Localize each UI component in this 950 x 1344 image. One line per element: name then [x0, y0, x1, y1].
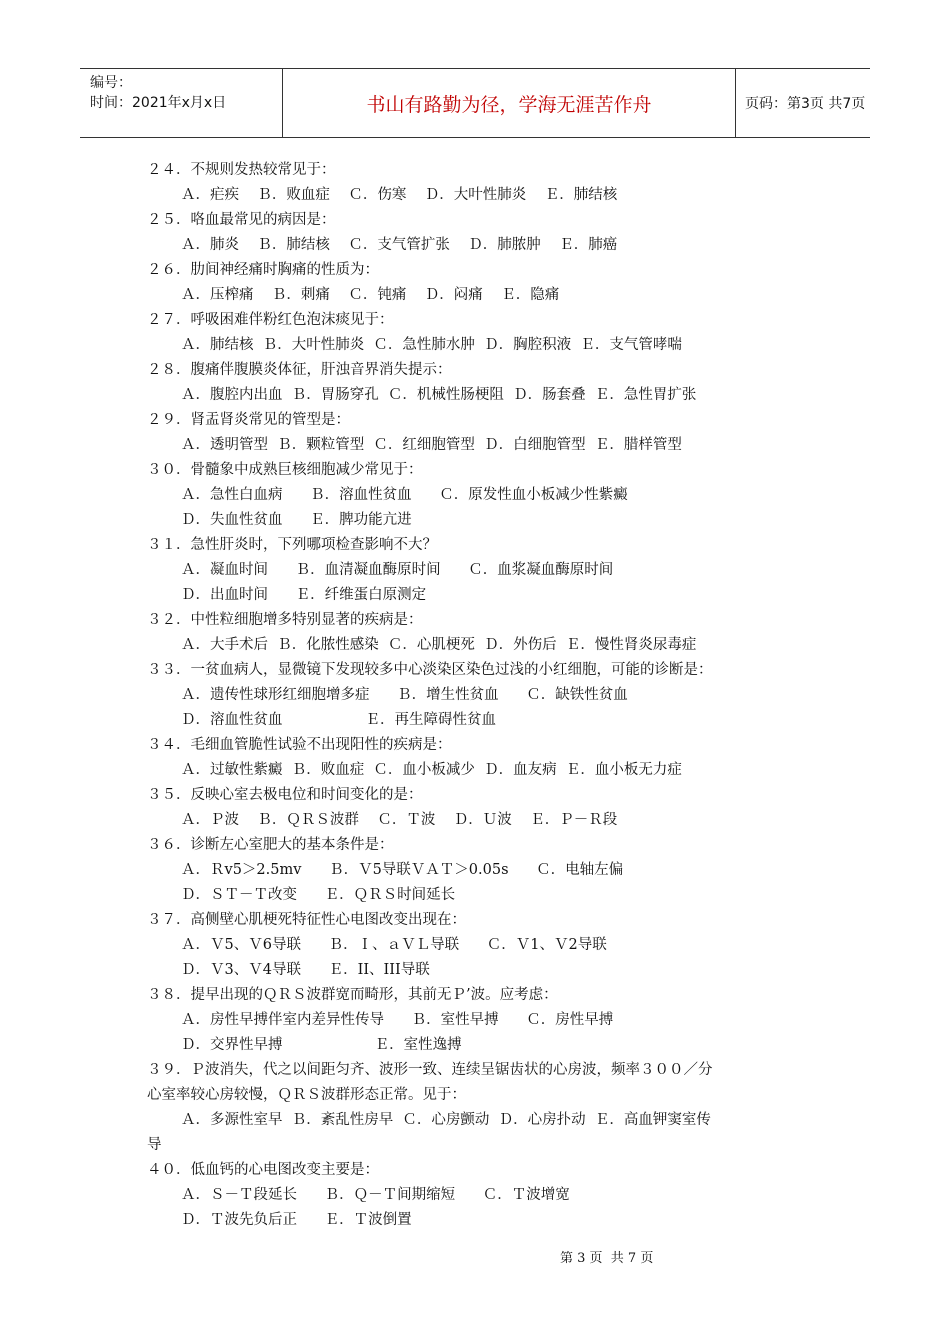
options-35: Ａ．Ｐ波 Ｂ．ＱＲＳ波群 Ｃ．Ｔ波 Ｄ．Ｕ波 Ｅ．Ｐ－Ｒ段 [181, 812, 618, 828]
header-motto: 书山有路勤为径，学海无涯苦作舟 [283, 69, 736, 137]
question-27: ２７．呼吸困难伴粉红色泡沫痰见于： [147, 312, 394, 328]
options-33-row1: Ａ．遗传性球形红细胞增多症 Ｂ．增生性贫血 Ｃ．缺铁性贫血 [181, 687, 628, 703]
question-36: ３６．诊断左心室肥大的基本条件是： [147, 837, 394, 853]
options-40-row2: Ｄ．Ｔ波先负后正 Ｅ．Ｔ波倒置 [181, 1212, 412, 1228]
header-page-label: 页码：第3页 共7页 [745, 96, 866, 112]
date-label: 时间：2021年x月x日 [90, 95, 227, 111]
options-39-wrap: 导 [147, 1137, 162, 1153]
question-39-line2: 心室率较心房较慢，ＱＲＳ波群形态正常。见于： [147, 1087, 466, 1103]
question-30: ３０．骨髓象中成熟巨核细胞减少常见于： [147, 462, 423, 478]
page-header [80, 68, 870, 138]
question-39-line1: ３９．Ｐ波消失，代之以间距匀齐、波形一致、连续呈锯齿状的心房波，频率３００／分 [147, 1062, 713, 1078]
question-40: ４０．低血钙的心电图改变主要是： [147, 1162, 379, 1178]
question-34: ３４．毛细血管脆性试验不出现阳性的疾病是： [147, 737, 452, 753]
options-25: Ａ．肺炎 Ｂ．肺结核 Ｃ．支气管扩张 Ｄ．肺脓肿 Ｅ．肺癌 [181, 237, 618, 253]
question-29: ２９．肾盂肾炎常见的管型是： [147, 412, 350, 428]
question-31: ３１．急性肝炎时，下列哪项检查影响不大？ [147, 537, 437, 553]
options-39: Ａ．多源性室早 Ｂ．紊乱性房早 Ｃ．心房颤动 Ｄ．心房扑动 Ｅ．高血钾窦室传 [181, 1112, 711, 1128]
page-footer: 第 3 页 共 7 页 [560, 1251, 654, 1266]
options-24: Ａ．疟疾 Ｂ．败血症 Ｃ．伤寒 Ｄ．大叶性肺炎 Ｅ．肺结核 [181, 187, 618, 203]
question-25: ２５．咯血最常见的病因是： [147, 212, 336, 228]
options-30-row2: Ｄ．失血性贫血 Ｅ．脾功能亢进 [181, 512, 412, 528]
options-30-row1: Ａ．急性白血病 Ｂ．溶血性贫血 Ｃ．原发性血小板减少性紫癜 [181, 487, 628, 503]
options-31-row1: Ａ．凝血时间 Ｂ．血清凝血酶原时间 Ｃ．血浆凝血酶原时间 [181, 562, 614, 578]
options-29: Ａ．透明管型 Ｂ．颗粒管型 Ｃ．红细胞管型 Ｄ．白细胞管型 Ｅ．腊样管型 [181, 437, 682, 453]
header-left-cell [80, 69, 283, 137]
options-34: Ａ．过敏性紫癜 Ｂ．败血症 Ｃ．血小板减少 Ｄ．血友病 Ｅ．血小板无力症 [181, 762, 682, 778]
question-24: ２４．不规则发热较常见于： [147, 162, 336, 178]
question-35: ３５．反映心室去极电位和时间变化的是： [147, 787, 423, 803]
question-33: ３３．一贫血病人，显微镜下发现较多中心淡染区染色过浅的小红细胞，可能的诊断是： [147, 662, 713, 678]
options-31-row2: Ｄ．出血时间 Ｅ．纤维蛋白原测定 [181, 587, 427, 603]
options-36-row1: Ａ．Ｒv5＞2.5mv Ｂ．Ｖ5导联ＶＡＴ＞0.05s Ｃ．电轴左偏 [181, 862, 624, 878]
question-32: ３２．中性粒细胞增多特别显著的疾病是： [147, 612, 423, 628]
options-38-row1: Ａ．房性早搏伴室内差异性传导 Ｂ．室性早搏 Ｃ．房性早搏 [181, 1012, 614, 1028]
options-27: Ａ．肺结核 Ｂ．大叶性肺炎 Ｃ．急性肺水肿 Ｄ．胸腔积液 Ｅ．支气管哮喘 [181, 337, 682, 353]
question-37: ３７．高侧壁心肌梗死特征性心电图改变出现在： [147, 912, 466, 928]
options-38-row2: Ｄ．交界性早搏 Ｅ．室性逸搏 [181, 1037, 462, 1053]
question-38: ３８．提早出现的ＱＲＳ波群宽而畸形，其前无Ｐ’波。应考虑： [147, 987, 558, 1003]
options-33-row2: Ｄ．溶血性贫血 Ｅ．再生障碍性贫血 [181, 712, 496, 728]
options-37-row2: Ｄ．Ｖ3、Ｖ4导联 Ｅ．II、III导联 [181, 962, 430, 978]
options-40-row1: Ａ．Ｓ－Ｔ段延长 Ｂ．Ｑ－Ｔ间期缩短 Ｃ．Ｔ波增宽 [181, 1187, 570, 1203]
question-26: ２６．肋间神经痛时胸痛的性质为： [147, 262, 379, 278]
options-32: Ａ．大手术后 Ｂ．化脓性感染 Ｃ．心肌梗死 Ｄ．外伤后 Ｅ．慢性肾炎尿毒症 [181, 637, 697, 653]
options-26: Ａ．压榨痛 Ｂ．刺痛 Ｃ．钝痛 Ｄ．闷痛 Ｅ．隐痛 [181, 287, 560, 303]
options-28: Ａ．腹腔内出血 Ｂ．胃肠穿孔 Ｃ．机械性肠梗阻 Ｄ．肠套叠 Ｅ．急性胃扩张 [181, 387, 697, 403]
options-36-row2: Ｄ．ＳＴ－Ｔ改变 Ｅ．ＱＲＳ时间延长 [181, 887, 456, 903]
number-label: 编号： [90, 75, 132, 91]
question-28: ２８．腹痛伴腹膜炎体征，肝浊音界消失提示： [147, 362, 452, 378]
options-37-row1: Ａ．Ｖ5、Ｖ6导联 Ｂ．Ｉ、ａＶＬ导联 Ｃ．Ｖ1、Ｖ2导联 [181, 937, 607, 953]
